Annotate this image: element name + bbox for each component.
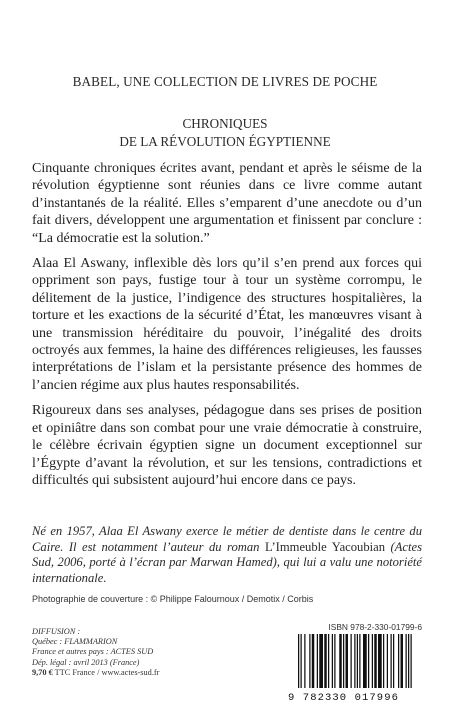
- author-bio: [32, 524, 422, 586]
- blurb-paragraph-1: Cinquante chroniques écrites avant, pendant et après le séisme de la révolution égyptienne sont réunies dans ce livre comme autant d’instantanés de la réalité. Elles s’emparent d’une anecdote ou d’un fait divers, développent une argumentation et finissent par conclure : “La démocratie est la solution.”: [32, 161, 422, 246]
- distribution-label: DIFFUSION :: [32, 627, 81, 636]
- bio-part-1: Né en 1957, Alaa El Aswany exerce le métier de dentiste dans le centre du Caire. Il est notamment l’auteur du roman: [32, 524, 422, 554]
- photo-credit: Photographie de couverture : © Philippe Falournoux / Demotix / Corbis: [32, 594, 314, 604]
- distribution-info: [32, 627, 252, 678]
- distribution-quebec: Québec : FLAMMARION: [32, 637, 118, 647]
- website: / www.actes-sud.fr: [95, 667, 160, 677]
- barcode-digits: 9 782330 017996: [288, 692, 400, 704]
- barcode-bars: [298, 634, 420, 694]
- bio-part-2: (Actes Sud, 2006, porté à l’écran par Marwan Hamed), qui lui a valu une notoriété internationale.: [32, 539, 422, 585]
- price-line: [32, 668, 252, 678]
- isbn: ISBN 978-2-330-01799-6: [328, 622, 422, 632]
- blurb: [32, 160, 422, 497]
- legal-deposit: Dép. légal : avril 2013 (France): [32, 657, 140, 667]
- collection-name: BABEL, UNE COLLECTION DE LIVRES DE POCHE: [72, 74, 378, 89]
- title-line-2: DE LA RÉVOLUTION ÉGYPTIENNE: [119, 134, 331, 149]
- price-ttc: TTC France: [52, 667, 95, 677]
- bio-book-title: L’Immeuble Yacoubian: [264, 539, 386, 554]
- book-title: [0, 115, 450, 151]
- distribution-france: France et autres pays : ACTES SUD: [32, 647, 154, 657]
- barcode: [288, 634, 424, 704]
- title-line-1: CHRONIQUES: [182, 116, 268, 131]
- blurb-paragraph-2: Alaa El Aswany, inflexible dès lors qu’il s’en prend aux forces qui oppriment son pays, fustige tour à tour un système corrompu, le délitement de la justice, l’indigence des structures hospitalières, la torture et les exactions de la sécurité d’État, les manœuvres visant à une transmission héréditaire du pouvoir, l’inégalité des droits octroyés aux femmes, la haine des différences religieuses, les fausses interprétations de l’islam et la persistante présence des hommes de l’ancien régime aux plus hautes responsabilités.: [32, 256, 422, 393]
- blurb-paragraph-3: Rigoureux dans ses analyses, pédagogue dans ses prises de position et opiniâtre dans son combat pour une vraie démocratie à construire, le célèbre écrivain égyptien signe un document exceptionnel sur l’Égypte d’avant la révolution, et sur les tensions, contradictions et difficultés qui subsistent aujourd’hui encore dans ce pays.: [32, 403, 422, 488]
- price: 9,70 €: [32, 667, 53, 677]
